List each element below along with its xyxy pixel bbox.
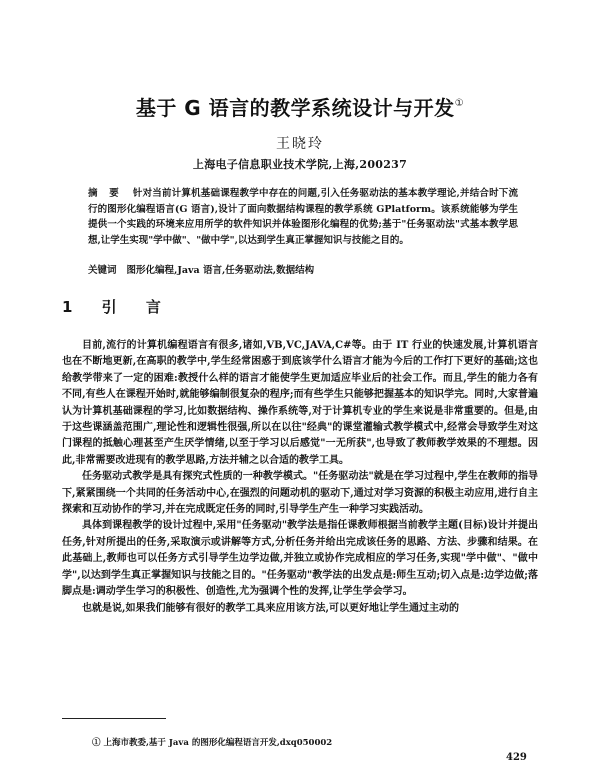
- page-number: 429: [506, 752, 527, 763]
- title-text: 基于 G 语言的教学系统设计与开发: [135, 96, 455, 120]
- paragraph: 任务驱动式教学是具有探究式性质的一种教学模式。"任务驱动法"就是在学习过程中,学生在教师的指导下,紧紧围绕一个共同的任务活动中心,在强烈的问题动机的驱动下,通过对学习资源的积极主动应用,进行自主探索和互动协作的学习,并在完成既定任务的同时,引导学生产生一种学习实践活动。: [62, 471, 538, 516]
- paragraph: 也就是说,如果我们能够有很好的教学工具来应用该方法,可以更好地让学生通过主动的: [82, 602, 459, 614]
- author-affiliation: 上海电子信息职业技术学院,上海,200237: [192, 158, 408, 171]
- abstract-label: 摘 要: [88, 188, 123, 199]
- title-footnote-marker: ①: [454, 98, 465, 109]
- keywords-text: 图形化编程,Java 语言,任务驱动法,数据结构: [126, 265, 315, 276]
- paragraph: 具体到课程教学的设计过程中,采用"任务驱动"教学法是指任课教师根据当前教学主题(目标)设计并提出任务,针对所提出的任务,采取演示或讲解等方式,分析任务并给出完成该任务的思路、方法、步骤和结果。在此基础上,教师也可以任务方式引导学生边学边做,并独立或协作完成相应的学习任务,实现"学中做"、"做中学",以达到学生真正掌握知识与技能之目的。"任务驱动"教学法的出发点是:师生互动;切入点是:边学边做;落脚点是:调动学生学习的积极性、创造性,尤为强调个性的发挥,让学生学会学习。: [62, 520, 538, 598]
- section-heading: [62, 296, 173, 317]
- abstract-text: 针对当前计算机基础课程教学中存在的问题,引入任务驱动法的基本教学理论,并结合时下流行的图形化编程语言(G 语言),设计了面向数据结构课程的教学系统 GPlatform。该系统能够为学生提供一个实践的环境来应用所学的软件知识并体验图形化编程的优势;基于"任务驱动法"式基本教学思想,让学生实现"学中做"、"做中学",以达到学生真正掌握知识与技能之目的。: [88, 188, 518, 246]
- keywords-label: 关键词: [88, 265, 117, 276]
- abstract: [88, 186, 518, 248]
- footnote-divider: [62, 718, 166, 719]
- paragraph: 目前,流行的计算机编程语言有很多,诸如,VB,VC,JAVA,C#等。由于 IT 行业的快速发展,计算机语言也在不断地更新,在高职的教学中,学生经常困惑于到底该学什么语言才能为今后的工作打下更好的基础;这也给教学带来了一定的困难:教授什么样的语言才能使学生更加适应毕业后的社会工作。而且,学生的能力各有不同,有些人在课程开始时,就能够编制很复杂的程序;而有些学生只能够把握基本的知识学完。同时,大家普遍认为计算机基础课程的学习,比如数据结构、操作系统等,对于计算机专业的学生来说是非常重要的。但是,由于这些课涵盖范围广,理论性和逻辑性很强,所以在以往"经典"的课堂灌输式教学模式中,经常会导致学生对这门课程的抵触心理甚至产生厌学情绪,以至于学习以后感觉"一无所获",也导致了教师教学效果的不理想。因此,非常需要改进现有的教学思路,方法并辅之以合适的教学工具。: [62, 340, 538, 466]
- section-title: 引 言: [101, 298, 173, 316]
- paper-title: [0, 92, 600, 121]
- section-number: 1: [62, 298, 85, 316]
- body-text: [62, 338, 538, 617]
- author-name: 王晓玲: [276, 136, 324, 152]
- footnote: ① 上海市教委,基于 Java 的图形化编程语言开发,dxq050002: [92, 738, 333, 748]
- keywords: [88, 262, 518, 276]
